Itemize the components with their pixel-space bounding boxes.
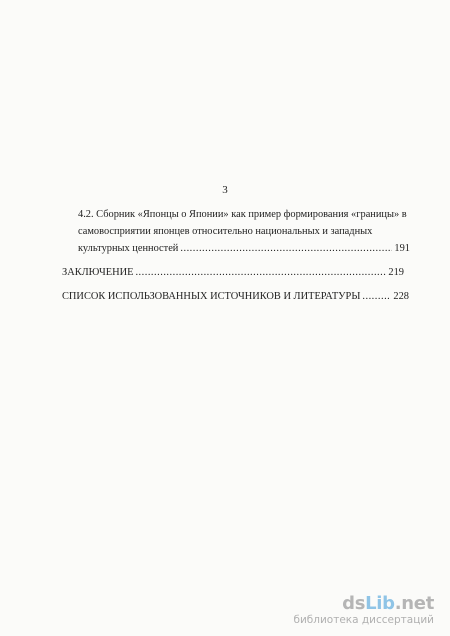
toc-section-4-2-line-2: самовосприятии японцев относительно национальных и западных bbox=[78, 226, 373, 237]
toc-references-page: 228 bbox=[393, 291, 409, 302]
toc-conclusion-title: ЗАКЛЮЧЕНИЕ bbox=[62, 267, 134, 278]
toc-section-4-2-title-end: культурных ценностей bbox=[78, 243, 179, 254]
dslib-logo: dsLib.net bbox=[342, 593, 434, 614]
page-number: 3 bbox=[222, 184, 228, 196]
dot-leader bbox=[362, 291, 391, 303]
dslib-subtitle: библиотека диссертаций bbox=[293, 614, 434, 626]
toc-references bbox=[62, 291, 409, 303]
toc-section-4-2-line-3 bbox=[78, 243, 410, 255]
toc-conclusion-page: 219 bbox=[388, 267, 404, 278]
toc-section-4-2-line-1: 4.2. Сборник «Японцы о Японии» как пример формирования «границы» в bbox=[78, 209, 407, 220]
dot-leader bbox=[135, 267, 386, 279]
dslib-watermark bbox=[293, 594, 434, 626]
toc-conclusion bbox=[62, 267, 404, 279]
toc-section-4-2-page: 191 bbox=[394, 243, 410, 254]
dot-leader bbox=[180, 243, 392, 255]
toc-references-title: СПИСОК ИСПОЛЬЗОВАННЫХ ИСТОЧНИКОВ И ЛИТЕРАТУРЫ bbox=[62, 291, 361, 302]
